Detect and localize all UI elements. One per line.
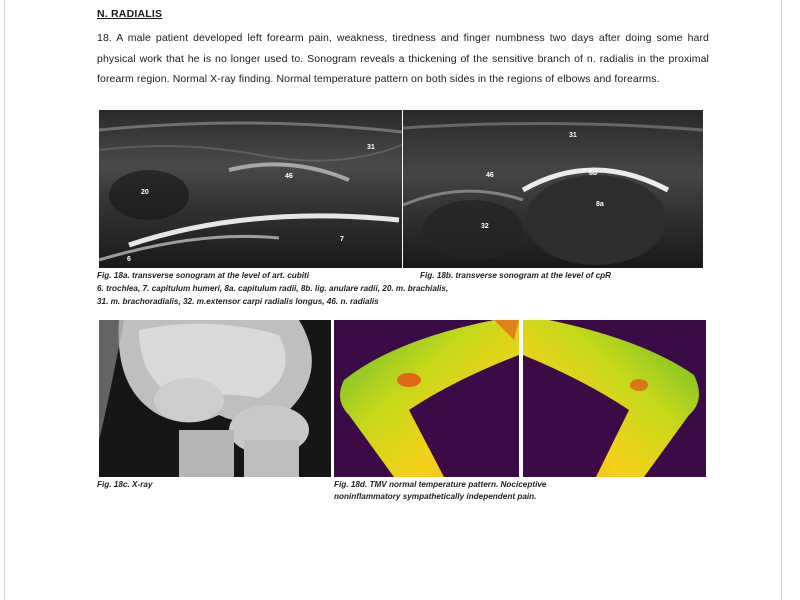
sonogram-18b-image (403, 110, 703, 268)
xray-image (99, 320, 331, 477)
case-description: 18. A male patient developed left forearm pain, weakness, tiredness and finger numbness two days after doing some hard physical work that he is no longer used to. Sonogram reveals a thickening of the sensitive branch of n. radialis in the proximal forearm region. Normal X-ray finding. Normal temperature pattern on both sides in the regions of elbows and forearms. (97, 32, 709, 85)
thermogram-image (334, 320, 706, 477)
page-right-border (781, 0, 782, 600)
caption-fig-18a: Fig. 18a. transverse sonogram at the level of art. cubiti (97, 271, 310, 280)
sono-b-label-31: 31 (569, 132, 577, 139)
sono-a-label-6: 6 (127, 256, 131, 263)
sono-a-label-31: 31 (367, 144, 375, 151)
legend-line-1: 6. trochlea, 7. capitulum humeri, 8a. capitulum radii, 8b. lig. anulare radii, 20. m. brachialis, (97, 284, 449, 293)
sonogram-18b (403, 110, 703, 268)
sono-b-label-8a: 8a (596, 201, 604, 208)
sono-b-label-8b: 8b (589, 170, 598, 177)
sono-a-label-20: 20 (141, 189, 149, 196)
sono-b-label-46: 46 (486, 172, 494, 179)
sono-a-label-7: 7 (340, 236, 344, 243)
sonogram-18a (99, 110, 402, 268)
page-left-border (4, 0, 5, 600)
sono-a-label-46: 46 (285, 173, 293, 180)
section-title: N. RADIALIS (97, 8, 163, 20)
caption-fig-18d-line-2: noninflammatory sympathetically independent pain. (334, 492, 537, 501)
caption-fig-18c: Fig. 18c. X-ray (97, 480, 153, 489)
caption-fig-18d-line-1: Fig. 18d. TMV normal temperature pattern. Nociceptive (334, 480, 547, 489)
thermogram-18d (334, 320, 706, 477)
xray-18c (99, 320, 331, 477)
sono-b-label-32: 32 (481, 223, 489, 230)
legend-line-2: 31. m. brachoradialis, 32. m.extensor carpi radialis longus, 46. n. radialis (97, 297, 379, 306)
caption-fig-18b: Fig. 18b. transverse sonogram at the level of cpR (420, 271, 612, 280)
